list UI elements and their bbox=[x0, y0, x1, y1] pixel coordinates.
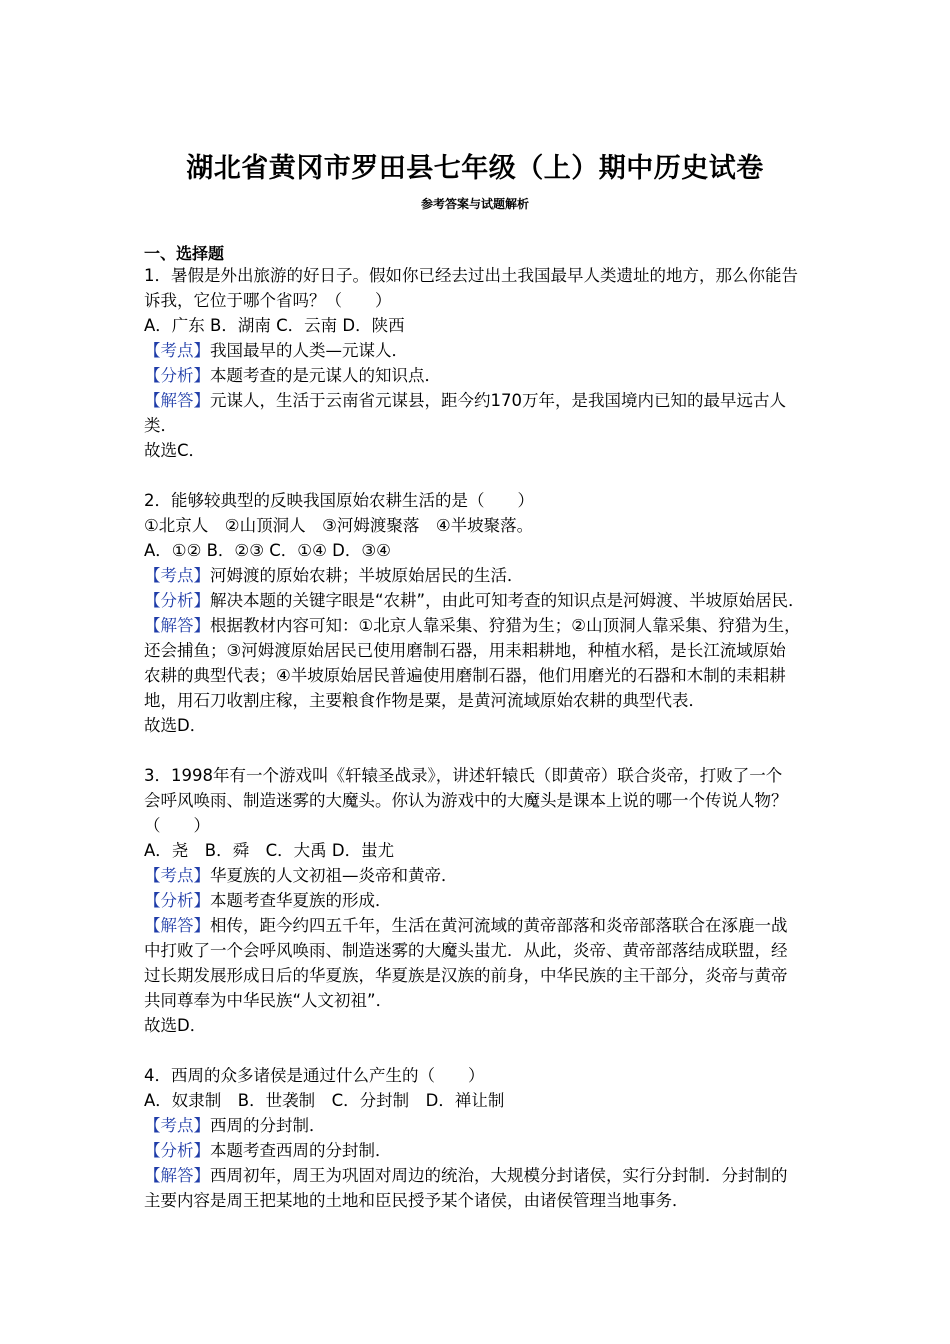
jieda-continuation-text: 还会捕鱼；③河姆渡原始居民已使用磨制石器，用耒耜耕地，种植水稻，是长江流域原始 bbox=[144, 641, 786, 660]
answer-line bbox=[144, 713, 814, 738]
jieda-continuation-text: 类． bbox=[144, 416, 177, 435]
question-gap bbox=[144, 738, 814, 763]
jieda-line bbox=[144, 613, 814, 638]
kaodian-label: 【考点】 bbox=[144, 866, 210, 885]
question-stem bbox=[144, 288, 814, 313]
document-subtitle: 参考答案与试题解析 bbox=[420, 197, 529, 211]
kaodian-line bbox=[144, 338, 814, 363]
question-options bbox=[144, 313, 814, 338]
kaodian-line bbox=[144, 1113, 814, 1138]
question-stem-text: 4．西周的众多诸侯是通过什么产生的（ ） bbox=[144, 1066, 485, 1085]
question-stem bbox=[144, 1063, 814, 1088]
jieda-continuation bbox=[144, 938, 814, 963]
jieda-continuation-text: 地，用石刀收割庄稼，主要粮食作物是粟，是黄河流域原始农耕的典型代表． bbox=[144, 691, 705, 710]
answer-line-text: 故选C． bbox=[144, 441, 206, 460]
jieda-continuation-text: 农耕的典型代表；④半坡原始居民普遍使用磨制石器，他们用磨光的石器和木制的耒耜耕 bbox=[144, 666, 786, 685]
kaodian-line bbox=[144, 863, 814, 888]
answer-line bbox=[144, 438, 814, 463]
jieda-line bbox=[144, 913, 814, 938]
jieda-line-text: 相传，距今约四五千年，生活在黄河流域的黄帝部落和炎帝部落联合在涿鹿一战 bbox=[210, 916, 788, 935]
fenxi-label: 【分析】 bbox=[144, 591, 210, 610]
jieda-continuation bbox=[144, 988, 814, 1013]
question-options-text: A．①② B．②③ C．①④ D．③④ bbox=[144, 541, 391, 560]
jieda-line bbox=[144, 1163, 814, 1188]
question-stem-text: 2．能够较典型的反映我国原始农耕生活的是（ ） bbox=[144, 491, 534, 510]
fenxi-line bbox=[144, 363, 814, 388]
jieda-continuation bbox=[144, 963, 814, 988]
question-options bbox=[144, 1088, 814, 1113]
question-stem bbox=[144, 813, 814, 838]
fenxi-line bbox=[144, 588, 814, 613]
jieda-line bbox=[144, 388, 814, 413]
jieda-line-text: 西周初年，周王为巩固对周边的统治，大规模分封诸侯，实行分封制．分封制的 bbox=[210, 1166, 788, 1185]
kaodian-label: 【考点】 bbox=[144, 341, 210, 360]
question-stem-text: 会呼风唤雨、制造迷雾的大魔头。你认为游戏中的大魔头是课本上说的哪一个传说人物？ bbox=[144, 791, 788, 810]
question-stem bbox=[144, 488, 814, 513]
kaodian-line-text: 我国最早的人类—元谋人． bbox=[210, 341, 408, 360]
fenxi-line-text: 本题考查的是元谋人的知识点． bbox=[210, 366, 441, 385]
jieda-continuation-text: 中打败了一个会呼风唤雨、制造迷雾的大魔头蚩尤．从此，炎帝、黄帝部落结成联盟，经 bbox=[144, 941, 788, 960]
kaodian-line bbox=[144, 563, 814, 588]
question-options bbox=[144, 838, 814, 863]
kaodian-line-text: 河姆渡的原始农耕；半坡原始居民的生活． bbox=[210, 566, 524, 585]
jieda-continuation bbox=[144, 663, 814, 688]
question-stem-text: 1．暑假是外出旅游的好日子。假如你已经去过出土我国最早人类遗址的地方，那么你能告 bbox=[144, 266, 798, 285]
jieda-continuation bbox=[144, 688, 814, 713]
question-options-text: A．尧 B．舜 C．大禹 D．蚩尤 bbox=[144, 841, 395, 860]
jieda-line-text: 元谋人，生活于云南省元谋县，距今约170万年，是我国境内已知的最早远古人 bbox=[210, 391, 786, 410]
fenxi-label: 【分析】 bbox=[144, 366, 210, 385]
question-stem-text: 3．1998年有一个游戏叫《轩辕圣战录》，讲述轩辕氏（即黄帝）联合炎帝，打败了一个 bbox=[144, 766, 783, 785]
questions-content bbox=[144, 263, 814, 1213]
document-title: 湖北省黄冈市罗田县七年级（上）期中历史试卷 bbox=[186, 153, 764, 184]
answer-line bbox=[144, 1013, 814, 1038]
section-heading: 一、选择题 bbox=[144, 244, 225, 263]
fenxi-line bbox=[144, 1138, 814, 1163]
question-options-text: A．广东 B．湖南 C．云南 D．陕西 bbox=[144, 316, 405, 335]
question-stem bbox=[144, 513, 814, 538]
jieda-label: 【解答】 bbox=[144, 1166, 210, 1185]
jieda-continuation bbox=[144, 413, 814, 438]
question-stem bbox=[144, 263, 814, 288]
question-options-text: A．奴隶制 B．世袭制 C．分封制 D．禅让制 bbox=[144, 1091, 505, 1110]
jieda-label: 【解答】 bbox=[144, 391, 210, 410]
jieda-label: 【解答】 bbox=[144, 916, 210, 935]
kaodian-line-text: 华夏族的人文初祖—炎帝和黄帝． bbox=[210, 866, 458, 885]
question-options bbox=[144, 538, 814, 563]
jieda-line-text: 根据教材内容可知：①北京人靠采集、狩猎为生；②山顶洞人靠采集、狩猎为生， bbox=[210, 616, 801, 635]
question-stem-text: ①北京人 ②山顶洞人 ③河姆渡聚落 ④半坡聚落。 bbox=[144, 516, 534, 535]
fenxi-label: 【分析】 bbox=[144, 1141, 210, 1160]
kaodian-label: 【考点】 bbox=[144, 566, 210, 585]
jieda-label: 【解答】 bbox=[144, 616, 210, 635]
jieda-continuation bbox=[144, 1188, 814, 1213]
answer-line-text: 故选D． bbox=[144, 1016, 207, 1035]
fenxi-line-text: 本题考查华夏族的形成． bbox=[210, 891, 392, 910]
question-gap bbox=[144, 1038, 814, 1063]
fenxi-line bbox=[144, 888, 814, 913]
kaodian-line-text: 西周的分封制． bbox=[210, 1116, 326, 1135]
jieda-continuation-text: 共同尊奉为中华民族“人文初祖”． bbox=[144, 991, 393, 1010]
question-stem bbox=[144, 763, 814, 788]
question-stem bbox=[144, 788, 814, 813]
question-gap bbox=[144, 463, 814, 488]
fenxi-line-text: 解决本题的关键字眼是“农耕”，由此可知考查的知识点是河姆渡、半坡原始居民． bbox=[210, 591, 805, 610]
fenxi-label: 【分析】 bbox=[144, 891, 210, 910]
fenxi-line-text: 本题考查西周的分封制． bbox=[210, 1141, 392, 1160]
jieda-continuation-text: 主要内容是周王把某地的土地和臣民授予某个诸侯，由诸侯管理当地事务． bbox=[144, 1191, 689, 1210]
question-stem-text: 诉我，它位于哪个省吗？（ ） bbox=[144, 291, 392, 310]
question-stem-text: （ ） bbox=[144, 816, 210, 835]
answer-line-text: 故选D． bbox=[144, 716, 207, 735]
jieda-continuation bbox=[144, 638, 814, 663]
kaodian-label: 【考点】 bbox=[144, 1116, 210, 1135]
jieda-continuation-text: 过长期发展形成日后的华夏族，华夏族是汉族的前身，中华民族的主干部分，炎帝与黄帝 bbox=[144, 966, 788, 985]
